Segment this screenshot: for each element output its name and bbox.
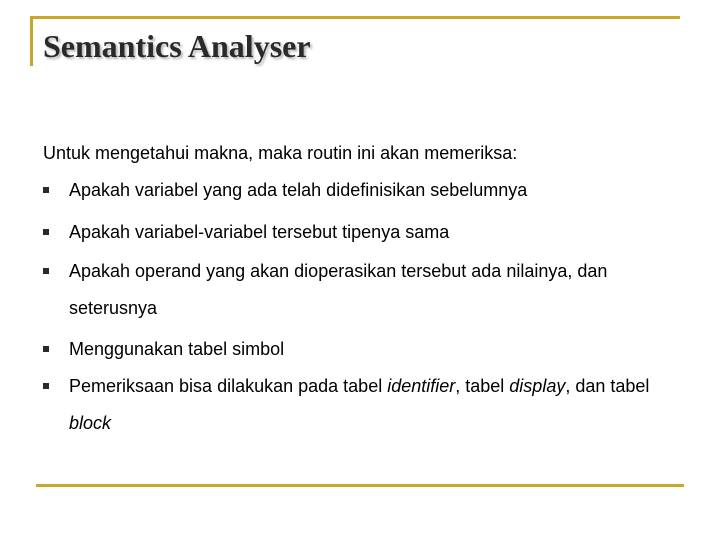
bullet-text: Apakah variabel-variabel tersebut tipenya sama — [69, 222, 450, 242]
intro-text: Untuk mengetahui makna, maka routin ini akan memeriksa: — [43, 143, 518, 163]
italic-term: display — [509, 376, 566, 396]
bullet-text-part: , dan tabel — [565, 376, 650, 396]
square-bullet-icon — [43, 268, 49, 274]
bullet-item — [43, 172, 683, 209]
bullet-text-part: , tabel — [455, 376, 510, 396]
bullet-text — [69, 368, 683, 442]
square-bullet-icon — [43, 187, 49, 193]
slide-title: Semantics Analyser — [43, 28, 311, 64]
bullet-text: Apakah operand yang akan dioperasikan tersebut ada nilainya, dan seterusnya — [69, 261, 608, 318]
bullet-item — [43, 214, 683, 251]
square-bullet-icon — [43, 346, 49, 352]
frame-left-rule — [30, 16, 33, 66]
bullet-text: Apakah variabel yang ada telah didefinisikan sebelumnya — [69, 180, 528, 200]
italic-term: block — [69, 413, 112, 433]
bullet-item — [43, 331, 683, 368]
bullet-item — [43, 368, 683, 442]
bullet-text: Menggunakan tabel simbol — [69, 339, 285, 359]
italic-term: identifier — [387, 376, 456, 396]
bullet-text-part: Pemeriksaan bisa dilakukan pada tabel — [69, 376, 388, 396]
square-bullet-icon — [43, 383, 49, 389]
square-bullet-icon — [43, 229, 49, 235]
frame-bottom-rule — [36, 484, 684, 487]
frame-top-rule — [30, 16, 680, 19]
bullet-item — [43, 253, 683, 327]
